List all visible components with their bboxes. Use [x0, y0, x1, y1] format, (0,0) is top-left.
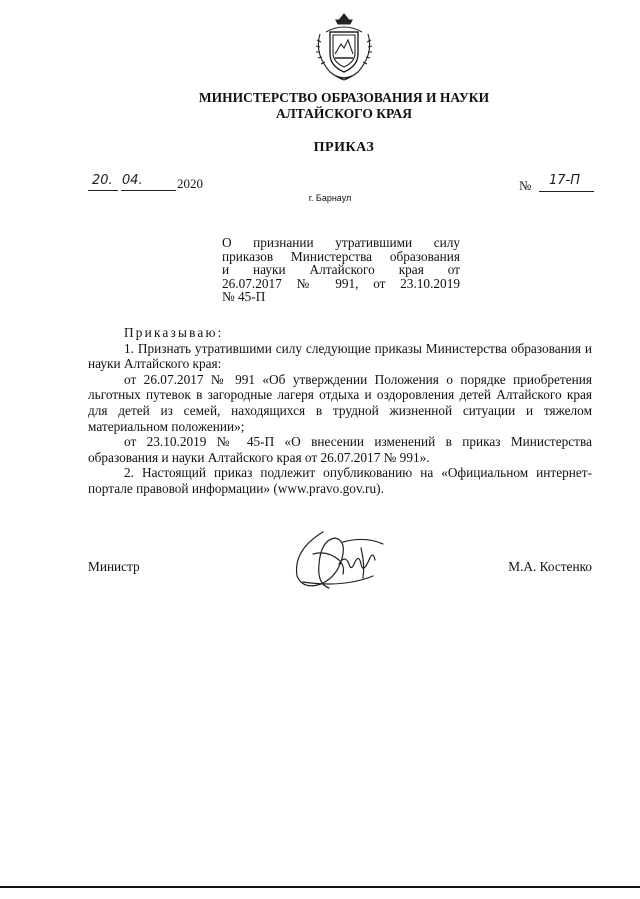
order-title [222, 236, 460, 304]
signatory-name: М.А. Костенко [508, 559, 592, 574]
order-number: 17-П [549, 173, 581, 188]
coat-of-arms-icon [312, 10, 376, 84]
date-day-underline [88, 190, 118, 191]
order-body [88, 325, 592, 497]
ministry-name-line1: МИНИСТЕРСТВО ОБРАЗОВАНИЯ И НАУКИ [198, 90, 490, 105]
order-number-underline [539, 191, 594, 192]
ministry-name-line2: АЛТАЙСКОГО КРАЯ [275, 106, 413, 121]
order-title-line: приказов Министерства образования [222, 248, 460, 264]
document-type-title: ПРИКАЗ [313, 140, 375, 155]
signatory-position: Министр [88, 559, 140, 574]
paragraph-1: 1. Признать утратившими силу следующие приказы Министерства образования и науки Алтайского края: [88, 340, 592, 372]
order-word: Приказываю: [124, 325, 224, 340]
handwritten-signature-icon [283, 524, 403, 596]
number-sign: № [519, 178, 532, 193]
date-month-underline [121, 190, 176, 191]
city-label: г. Барнаул [308, 193, 352, 203]
paragraph-4: 2. Настоящий приказ подлежит опубликованию на «Официальном интернет-портале правовой информации» (www.pravo.gov.ru). [88, 465, 592, 496]
paragraph-3: от 23.10.2019 № 45-П «О внесении изменений в приказ Министерства образования и науки Алтайского края от 26.07.2017 № 991». [88, 434, 592, 465]
date-year: 2020 [177, 176, 203, 191]
date-month: 04. [122, 173, 143, 188]
date-day: 20. [92, 173, 113, 188]
order-title-line: и науки Алтайского края от [222, 262, 460, 277]
paragraph-2: от 26.07.2017 № 991 «Об утверждении Положения о порядке приобретения льготных путевок в загородные лагеря отдыха и оздоровления детей Алтайского края для детей из семей, находящихся в трудной жизненной ситуации и тяжелом материальном положении»; [88, 371, 592, 434]
order-title-line: О признании утратившими силу [222, 235, 460, 250]
order-title-line: № 45-П [222, 289, 266, 304]
scan-bottom-edge [0, 886, 640, 888]
order-title-line: 26.07.2017 № 991, от 23.10.2019 [222, 275, 460, 291]
